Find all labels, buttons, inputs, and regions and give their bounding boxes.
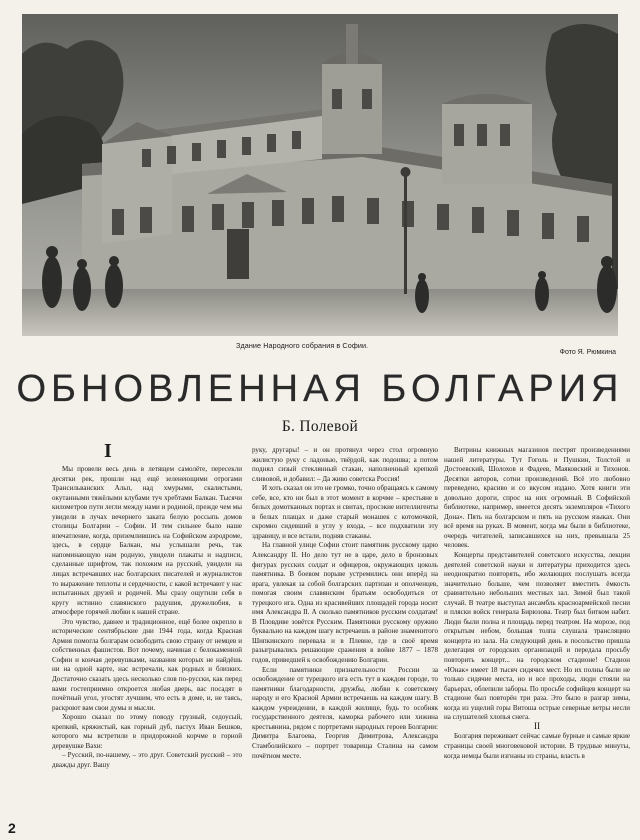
paragraph: Витрины книжных магазинов пестрят произведениями нашей литературы. Тут Гоголь и Пушкин, Толстой и Достоевский, Шолохов и Фадеев, Маяковский и Тихонов. Десятки авторов, сотни произведений. Всё это любовно переведено, красиво и со вкусом издано. Хотя книги эти довольно дороги, спрос на них огромный. В Софийской библиотеке, например, имеется десять экземпляров «Тихого Дона». Пять на болгарском и пять на русском языках. Они всё время на руках. В момент, когда мы были в библиотеке, очередь читателей, записавшихся на них, превышала 25 человек. bbox=[444, 446, 630, 550]
paragraph: Если памятники признательности России за освобождение от турецкого ига есть тут в каждом городе, то памятники благодарности, дружбы, любви к советскому народу и его Красной Армии встречаешь на каждом шагу. В каждом учреждении, в каждой жилище, будь то особняк государственного деятеля, каморка рабочего или хижина крестьянина, рядом с портретами народных героев Болгарии: Димитра Благоева, Георгия Димитрова, Александра Стамболийского – портрет товарища Сталина на самом почётном месте. bbox=[252, 665, 438, 760]
paragraph: Мы провели весь день в летящем самолёте, пересекли десятки рек, прошли над ещё зеленеющими отрогами Трансильванских Альп, над хмурыми, скалистыми, окутанными тяжёлыми клубами туч хребтами Балкан. Тысячи километров пути легли между нами и родиной, прежде чем мы увидели в лучах вечернего заката белую россыпь домов столицы Болгарии – Софии. И тем сильнее было наше впечатление, когда, приземлившись на Софийском аэродроме, здесь, в сердце Балкан, мы услышали речь, так напоминающую нам родную, увидели плакаты и надписи, сделанные шрифтом, так похожим на русский, увидели на лицах встречавших нас болгарских писателей и журналистов то выражение теплоты и сердечности, с какой встречают у нас испытанных друзей и родичей. Мы сразу ощутили себя в кругу истинно славянского радушия, дружелюбия, в атмосфере горячей любви к нашей стране. bbox=[52, 465, 242, 617]
paragraph: Концерты представителей советского искусства, лекции деятелей советской науки и литературы приходится здесь неоднократно повторять, ибо желающих послушать всегда значительно больше, чем позволяет вместить ёмкость сравнительно небольших местных зал. Зимой был такой случай. В театре выступал ансамбль красноармейской песни и пляски войск генерала Бирюзова. Театр был битком набит. Люди были полна и площадь перед театром. На морозе, под открытым небом, большая толпа слушала трансляцию концерта из зала. На следующий день в посольство пришла делегация от городских организаций и передала просьбу повторить концерт... на городском стадионе! Стадион «Юнак» имеет 18 тысяч сидячих мест. Но их полны были не только сидячие места, но и все проходы, люди стояли на барьерах, облепили заборы. По просьбе софийцев концерт на стадионе был повторён три раза. Это было в разгар зимы, когда из ущелий горы Витоша острые северные ветры несли на слушателей хлопья снега. bbox=[444, 551, 630, 722]
paragraph: руку, другары! – и он протянул через стол огромную жилистую руку с ладонью, твёрдой, как подошва; а потом поднял сизый стеклянный стакан, наполненный крепкой сливовой, и добавил: – Да живо советска Россия! bbox=[252, 446, 438, 483]
section-number-2: II bbox=[533, 721, 541, 732]
paragraph: – Русский, по-нашему, – это друг. Советский русский – это дважды друг. Вашу bbox=[52, 751, 242, 769]
section-number-1: I bbox=[104, 440, 112, 462]
article-title: ОБНОВЛЕННАЯ БОЛГАРИЯ bbox=[16, 368, 624, 410]
paragraph: Хорошо сказал по этому поводу грузный, седоусый, крепкий, кряжистый, как горный дуб, пастух Иван Бешков, которого мы встретили в придорожной корчме в горной деревушке Вахи: bbox=[52, 713, 242, 750]
photo-credit: Фото Я. Рюмкина bbox=[559, 349, 616, 356]
article-author: Б. Полевой bbox=[281, 418, 359, 435]
paragraph: На главной улице Софии стоит памятник русскому царю Александру II. Но дело тут не в царе, дело в бронзовых фигурах русских солдат и офицеров, окружающих цоколь памятника. В боевом порыве устремились они вперёд на врага, увлекая за собой болгарских партизан и ополченцев, помогая своим славянским братьям освободиться от турецкого ига. Одна из красивейших площадей города носит имя Александра II. А сколько памятников русским солдатам! В Пловдиве зовётся Русским. Памятники русскому оружию буквально на каждом шагу встречаешь в районе знаменитого Шипкинского перевала и в Плевне, где в своё время разыгрывались решающие сражения в войне 1877 – 1878 годов, приведшей к освобождению Болгарии. bbox=[252, 541, 438, 665]
parliament-building-photo bbox=[22, 14, 618, 336]
paragraph: Болгария переживает сейчас самые бурные и самые яркие страницы своей многовековой истории. В трудные минуты, когда немцы были изгнаны из страны, власть в bbox=[444, 732, 630, 760]
text-column-3 bbox=[444, 446, 630, 761]
paragraph: Это чувство, давнее и традиционное, ещё более окрепло в исторические сентябрьские дни 1944 года, когда Красная Армия помогла болгарам освободить свою страну от немцев и собственных фашистов. Вот почему, начиная с белокаменной Софии и кончая деревушками, названия которых не найдёшь ни на одной карте, нас встречали, как родных и близких. Достаточно сказать здесь несколько слов по-русски, как перед вами гостеприимно откроется любая дверь, вас посадят в почётный угол, угостят лучшим, что есть в доме, и, не таясь, раскроют вам свои думы и мысли. bbox=[52, 617, 242, 712]
page-number: 2 bbox=[8, 820, 16, 836]
paragraph: И хоть сказал он это не громко, точно обращаясь к самому себе, все, кто ни был в этот момент в корчме – крестьяне в белых домотканных портах и свитах, просэкие интеллигенты в белых плащах и даже старый монашек с котомочкой, скромно сидевший в углу у входа, – все подхватили эту здравицу, и все встали, подняв стаканы. bbox=[252, 484, 438, 540]
photo-caption: Здание Народного собрания в Софии. bbox=[236, 341, 369, 350]
text-column-1 bbox=[52, 465, 242, 771]
text-column-2 bbox=[252, 446, 438, 761]
